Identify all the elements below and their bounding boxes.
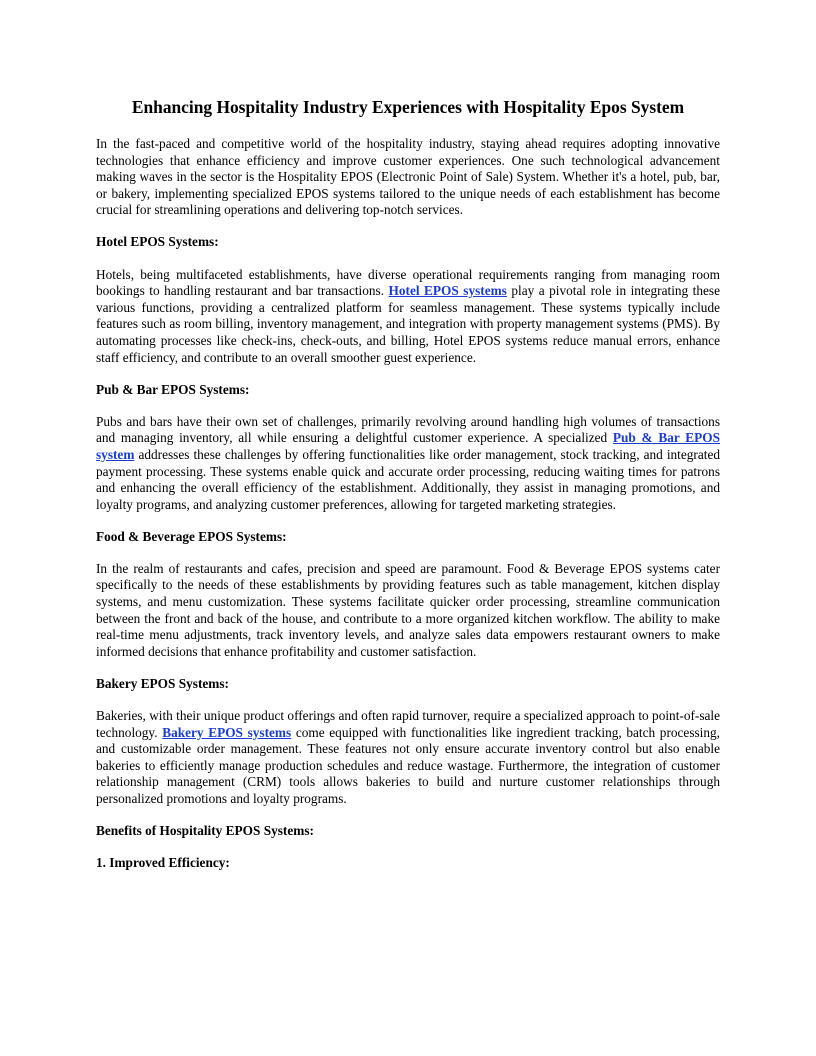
- document-body: [96, 136, 720, 887]
- bakery-paragraph: [96, 708, 720, 808]
- food-heading: Food & Beverage EPOS Systems:: [96, 528, 287, 544]
- pub-text-after: addresses these challenges by offering functionalities like order management, stock tracking, and integrated payment processing. These systems enable quick and accurate order processing, reducing waiting times for patrons and enhancing the overall efficiency of the establishment. Additionally, they assist in managing promotions, and loyalty programs, and analyzing customer preferences, allowing for targeted marketing strategies.: [96, 446, 720, 512]
- bakery-heading: Bakery EPOS Systems:: [96, 675, 229, 691]
- bakery-text-after: come equipped with functionalities like ingredient tracking, batch processing, and customizable order management. These features not only ensure accurate inventory control but also enable bakeries to efficiently manage production schedules and reduce wastage. Furthermore, the integration of customer relationship management (CRM) tools allows bakeries to build and nurture customer relationships through personalized promotions and loyalty programs.: [96, 724, 721, 806]
- intro-paragraph: In the fast-paced and competitive world of the hospitality industry, staying ahead requires adopting innovative technologies that enhance efficiency and improve customer experiences. One such technological advancement making waves in the sector is the Hospitality EPOS (Electronic Point of Sale) System. Whether it's a hotel, pub, bar, or bakery, implementing specialized EPOS systems tailored to the unique needs of each establishment has become crucial for streamlining operations and delivering top-notch services.: [96, 136, 720, 218]
- hotel-text-after: play a pivotal role in integrating these various functions, providing a centralized platform for seamless management. These systems typically include features such as room billing, inventory management, and integration with property management systems (PMS). By automating processes like check-ins, check-outs, and billing, Hotel EPOS systems reduce manual errors, enhance staff efficiency, and contribute to an overall smoother guest experience.: [96, 283, 721, 365]
- hotel-heading: Hotel EPOS Systems:: [96, 234, 219, 250]
- page-title: Enhancing Hospitality Industry Experiences with Hospitality Epos System: [131, 97, 685, 117]
- bakery-epos-link[interactable]: Bakery EPOS systems: [162, 724, 292, 740]
- hotel-text-before: Hotels, being multifaceted establishments, have diverse operational requirements ranging from managing room bookings to handling restaurant and bar transactions.: [96, 266, 720, 299]
- benefits-heading: Benefits of Hospitality EPOS Systems:: [96, 823, 314, 839]
- hotel-paragraph: [96, 267, 720, 367]
- pub-heading: Pub & Bar EPOS Systems:: [96, 381, 250, 397]
- pub-bar-epos-link[interactable]: Pub & Bar EPOS system: [96, 430, 720, 462]
- improved-efficiency-heading: 1. Improved Efficiency:: [96, 855, 230, 871]
- pub-paragraph: [96, 414, 720, 514]
- hotel-epos-link[interactable]: Hotel EPOS systems: [388, 283, 507, 299]
- bakery-text-before: Bakeries, with their unique product offerings and often rapid turnover, require a specialized approach to point-of-sale technology.: [96, 708, 720, 740]
- pub-text-before: Pubs and bars have their own set of challenges, primarily revolving around handling high volumes of transactions and managing inventory, all while ensuring a delightful customer experience. A specialized: [96, 413, 720, 446]
- food-paragraph: In the realm of restaurants and cafes, precision and speed are paramount. Food & Beverage EPOS systems cater specifically to the needs of these establishments by providing features such as table management, kitchen display systems, and menu customization. These systems facilitate quicker order processing, streamline communication between the front and back of the house, and contribute to a more organized kitchen workflow. The ability to make real-time menu adjustments, track inventory levels, and analyze sales data empowers restaurant owners to make informed decisions that enhance profitability and customer satisfaction.: [96, 560, 720, 659]
